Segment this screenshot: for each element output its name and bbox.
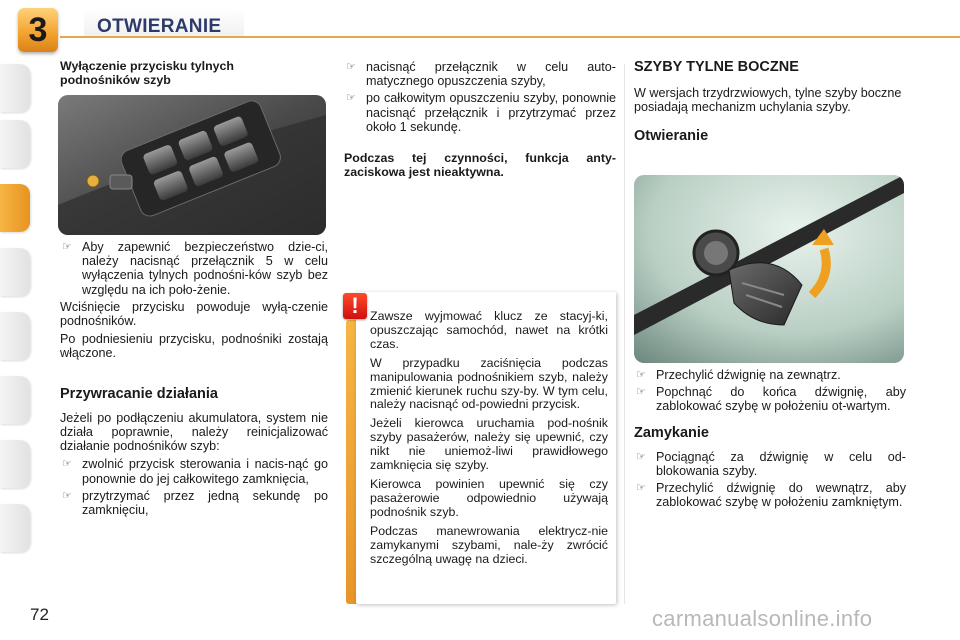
section-heading-disable: Wyłączenie przycisku tylnych podnośników szyb: [60, 59, 235, 87]
bullet-push-lever: [634, 385, 906, 413]
bullet-text: po całkowitym opuszczeniu szyby, ponownie nacisnąć przełącznik i przytrzymać przez około 1 sekundę.: [366, 91, 616, 134]
bullet-press-again: [344, 91, 616, 134]
bullet-text: zwolnić przycisk sterowania i nacis-nąć go ponownie do jej całkowitego zamknięcia,: [82, 457, 328, 486]
bullet-text: przytrzymać przez jedną sekundę po zamknięciu,: [82, 488, 328, 518]
paragraph-release: Po podniesieniu przycisku, podnośniki zostają włączone.: [60, 332, 328, 361]
page-number: 72: [30, 605, 49, 624]
chapter-number: 3: [28, 11, 48, 49]
bullet-text: Pociągnąć za dźwignię w celu od-blokowania szyby.: [656, 449, 906, 479]
hand-pointer-icon: ☞: [636, 386, 646, 399]
warning-panel: [356, 292, 616, 604]
column-right: [634, 60, 906, 143]
warning-paragraph-1: Zawsze wyjmować klucz ze stacyj-ki, opuszczając samochód, nawet na krótki czas.: [370, 309, 608, 351]
side-tab-1[interactable]: [0, 64, 30, 112]
warning-exclamation-icon: !: [343, 293, 367, 319]
bullet-pull-lever: [634, 450, 906, 478]
chapter-badge: [18, 8, 58, 52]
paragraph-intro: W wersjach trzydrzwiowych, tylne szyby boczne posiadają mechanizm uchylania szyby.: [634, 86, 902, 115]
bullet-text: Popchnąć do końca dźwignię, aby zablokować szybę w położeniu ot-wartym.: [656, 385, 906, 414]
hand-pointer-icon: ☞: [62, 489, 72, 502]
column-left-body: [60, 240, 328, 520]
side-tab-3-active[interactable]: [0, 184, 30, 232]
window-latch-image: [634, 175, 904, 363]
paragraph-press: Wciśnięcie przycisku powoduje wyłą-czenie podnośników.: [60, 299, 328, 329]
bullet-auto-lower: [344, 60, 616, 88]
hand-pointer-icon: ☞: [346, 92, 356, 105]
hand-pointer-icon: ☞: [636, 369, 646, 381]
side-tab-2[interactable]: [0, 120, 30, 168]
hand-pointer-icon: ☞: [62, 458, 72, 471]
hand-pointer-icon: ☞: [636, 482, 646, 495]
anti-pinch-note: Podczas tej czynności, funkcja anty-zaciskowa jest nieaktywna.: [344, 151, 616, 179]
section-heading-opening: Otwieranie: [634, 127, 709, 144]
bullet-text: nacisnąć przełącznik w celu auto-matycznego opuszczenia szyby,: [366, 60, 616, 89]
column-left: [60, 60, 328, 87]
bullet-disable-rear: [60, 240, 328, 297]
side-tab-8[interactable]: [0, 504, 30, 552]
warning-paragraph-3: Jeżeli kierowca uruchamia pod-nośnik szyby pasażerów, należy się upewnić, czy nikt nie uniemoż-liwi prawidłowego zamknięcia się szyby.: [370, 416, 608, 473]
warning-paragraph-5: Podczas manewrowania elektrycz-nie zamykanymi szybami, nale-ży zwrócić szczególną uwagę na dzieci.: [370, 523, 608, 566]
column-middle: [344, 60, 616, 179]
bullet-hold-second: [60, 489, 328, 517]
section-heading-restore: Przywracanie działania: [60, 385, 218, 402]
side-tab-6[interactable]: [0, 376, 30, 424]
page-header: [0, 0, 960, 56]
side-tab-7[interactable]: [0, 440, 30, 488]
bullet-text: Przechylić dźwignię na zewnątrz.: [656, 368, 841, 382]
side-tab-5[interactable]: [0, 312, 30, 360]
hand-pointer-icon: ☞: [636, 450, 646, 463]
hand-pointer-icon: ☞: [62, 241, 72, 253]
bullet-release-switch: [60, 457, 328, 485]
page-title: OTWIERANIE: [97, 16, 222, 37]
window-switch-panel-image: [58, 95, 326, 235]
bullet-text: Aby zapewnić bezpieczeństwo dzie-ci, należy nacisnąć przełącznik 5 w celu wyłączenia tylnych podnośni-ków szyb bez względu na ich poło-żenie.: [82, 240, 328, 297]
warning-paragraph-2: W przypadku zaciśnięcia podczas manipulowania podnośnikiem szyb, należy zmienić kierunek ruchu szy-by. W tym celu, należy nacisnąć od-powiedni przycisk.: [370, 355, 608, 412]
column-divider: [624, 64, 625, 604]
bullet-text: Przechylić dźwignię do wewnątrz, aby zablokować szybę w położeniu zamkniętym.: [656, 481, 906, 510]
window-switch-panel-illustration: [58, 95, 326, 235]
column-right-body: [634, 368, 906, 513]
watermark: carmanualsonline.info: [652, 606, 873, 631]
bullet-tilt-in: [634, 481, 906, 509]
window-latch-illustration: [634, 175, 904, 363]
section-title-rear-windows: SZYBY TYLNE BOCZNE: [634, 59, 799, 75]
side-tab-4[interactable]: [0, 248, 30, 296]
section-heading-closing: Zamykanie: [634, 424, 709, 441]
warning-paragraph-4: Kierowca powinien upewnić się czy pasażerowie odpowiednio używają podnośnik szyb.: [370, 476, 608, 519]
paragraph-restore: Jeżeli po podłączeniu akumulatora, system nie działa poprawnie, należy reinicjalizować działanie podnośników szyb:: [60, 410, 328, 454]
hand-pointer-icon: ☞: [346, 61, 356, 73]
bullet-tilt-out: [634, 368, 906, 382]
warning-box: [346, 292, 616, 604]
